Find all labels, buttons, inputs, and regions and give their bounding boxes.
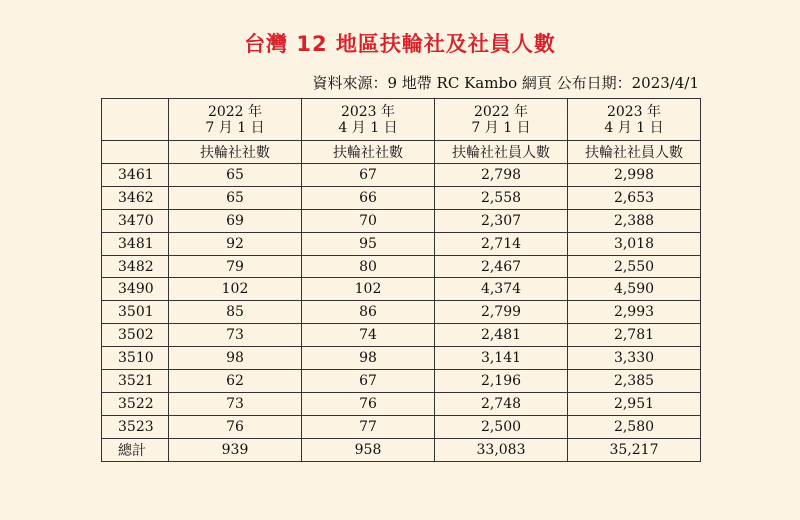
members-2023-cell: 2,993 (568, 301, 701, 324)
members-2022-cell: 2,799 (435, 301, 568, 324)
table-body (102, 164, 701, 462)
district-code-cell: 3521 (102, 370, 169, 393)
total-clubs-2023-cell: 958 (302, 438, 435, 461)
district-code-cell: 3461 (102, 164, 169, 187)
members-2023-cell: 2,653 (568, 186, 701, 209)
clubs-2023-cell: 95 (302, 232, 435, 255)
table-row (102, 209, 701, 232)
table-row (102, 415, 701, 438)
header-corner-cell (102, 99, 169, 141)
district-code-cell: 3502 (102, 324, 169, 347)
table-row (102, 392, 701, 415)
district-code-cell: 3481 (102, 232, 169, 255)
clubs-2022-cell: 62 (169, 370, 302, 393)
members-2023-cell: 2,998 (568, 164, 701, 187)
total-clubs-2022-cell: 939 (169, 438, 302, 461)
members-2022-cell: 2,500 (435, 415, 568, 438)
clubs-2023-cell: 74 (302, 324, 435, 347)
clubs-2023-cell: 67 (302, 164, 435, 187)
clubs-2022-cell: 92 (169, 232, 302, 255)
header-day: 7 月 1 日 (205, 119, 265, 136)
district-code-cell: 3482 (102, 255, 169, 278)
column-header: 扶輪社社數 (302, 141, 435, 164)
district-code-cell: 3470 (102, 209, 169, 232)
clubs-2022-cell: 65 (169, 186, 302, 209)
members-2022-cell: 2,481 (435, 324, 568, 347)
clubs-2023-cell: 70 (302, 209, 435, 232)
members-2022-cell: 4,374 (435, 278, 568, 301)
header-date-cell (169, 99, 302, 141)
clubs-2022-cell: 76 (169, 415, 302, 438)
members-2022-cell: 2,307 (435, 209, 568, 232)
clubs-2023-cell: 102 (302, 278, 435, 301)
members-2022-cell: 2,558 (435, 186, 568, 209)
table-row (102, 370, 701, 393)
table-row (102, 164, 701, 187)
members-2022-cell: 2,798 (435, 164, 568, 187)
table-row (102, 301, 701, 324)
table-row (102, 186, 701, 209)
clubs-2023-cell: 80 (302, 255, 435, 278)
clubs-2022-cell: 73 (169, 392, 302, 415)
members-2023-cell: 3,018 (568, 232, 701, 255)
total-members-2022-cell: 33,083 (435, 438, 568, 461)
clubs-2022-cell: 85 (169, 301, 302, 324)
members-2023-cell: 2,385 (568, 370, 701, 393)
members-2023-cell: 2,580 (568, 415, 701, 438)
total-members-2023-cell: 35,217 (568, 438, 701, 461)
members-2022-cell: 2,748 (435, 392, 568, 415)
members-2022-cell: 2,467 (435, 255, 568, 278)
header-date-row (102, 99, 701, 141)
district-code-cell: 3462 (102, 186, 169, 209)
clubs-2022-cell: 69 (169, 209, 302, 232)
header-year: 2022 年 (473, 103, 529, 120)
clubs-2022-cell: 102 (169, 278, 302, 301)
total-row (102, 438, 701, 461)
members-2023-cell: 3,330 (568, 347, 701, 370)
district-code-cell: 3510 (102, 347, 169, 370)
clubs-2022-cell: 79 (169, 255, 302, 278)
total-label-cell: 總計 (102, 438, 169, 461)
members-2023-cell: 2,388 (568, 209, 701, 232)
table-row (102, 347, 701, 370)
column-header: 扶輪社社員人數 (568, 141, 701, 164)
header-day: 4 月 1 日 (338, 119, 398, 136)
header-label-row (102, 141, 701, 164)
members-2022-cell: 2,196 (435, 370, 568, 393)
clubs-2023-cell: 86 (302, 301, 435, 324)
page-title: 台灣 12 地區扶輪社及社員人數 (244, 32, 556, 56)
source-note: 資料來源：9 地帶 RC Kambo 網頁 公布日期：2023/4/1 (312, 74, 699, 92)
members-2022-cell: 3,141 (435, 347, 568, 370)
table-row (102, 278, 701, 301)
members-2023-cell: 4,590 (568, 278, 701, 301)
members-2023-cell: 2,550 (568, 255, 701, 278)
table-row (102, 232, 701, 255)
table-row (102, 255, 701, 278)
clubs-2022-cell: 73 (169, 324, 302, 347)
clubs-2023-cell: 66 (302, 186, 435, 209)
district-code-cell: 3501 (102, 301, 169, 324)
clubs-2023-cell: 77 (302, 415, 435, 438)
clubs-2023-cell: 76 (302, 392, 435, 415)
header-date-cell (568, 99, 701, 141)
members-2023-cell: 2,951 (568, 392, 701, 415)
header-corner-cell (102, 141, 169, 164)
clubs-2022-cell: 98 (169, 347, 302, 370)
members-2023-cell: 2,781 (568, 324, 701, 347)
header-day: 4 月 1 日 (604, 119, 664, 136)
header-year: 2022 年 (207, 103, 263, 120)
header-year: 2023 年 (606, 103, 662, 120)
rotary-stats-table (101, 98, 701, 462)
header-day: 7 月 1 日 (471, 119, 531, 136)
table-row (102, 324, 701, 347)
header-date-cell (435, 99, 568, 141)
district-code-cell: 3490 (102, 278, 169, 301)
header-year: 2023 年 (340, 103, 396, 120)
members-2022-cell: 2,714 (435, 232, 568, 255)
clubs-2023-cell: 98 (302, 347, 435, 370)
district-code-cell: 3523 (102, 415, 169, 438)
clubs-2022-cell: 65 (169, 164, 302, 187)
header-date-cell (302, 99, 435, 141)
clubs-2023-cell: 67 (302, 370, 435, 393)
column-header: 扶輪社社員人數 (435, 141, 568, 164)
district-code-cell: 3522 (102, 392, 169, 415)
column-header: 扶輪社社數 (169, 141, 302, 164)
